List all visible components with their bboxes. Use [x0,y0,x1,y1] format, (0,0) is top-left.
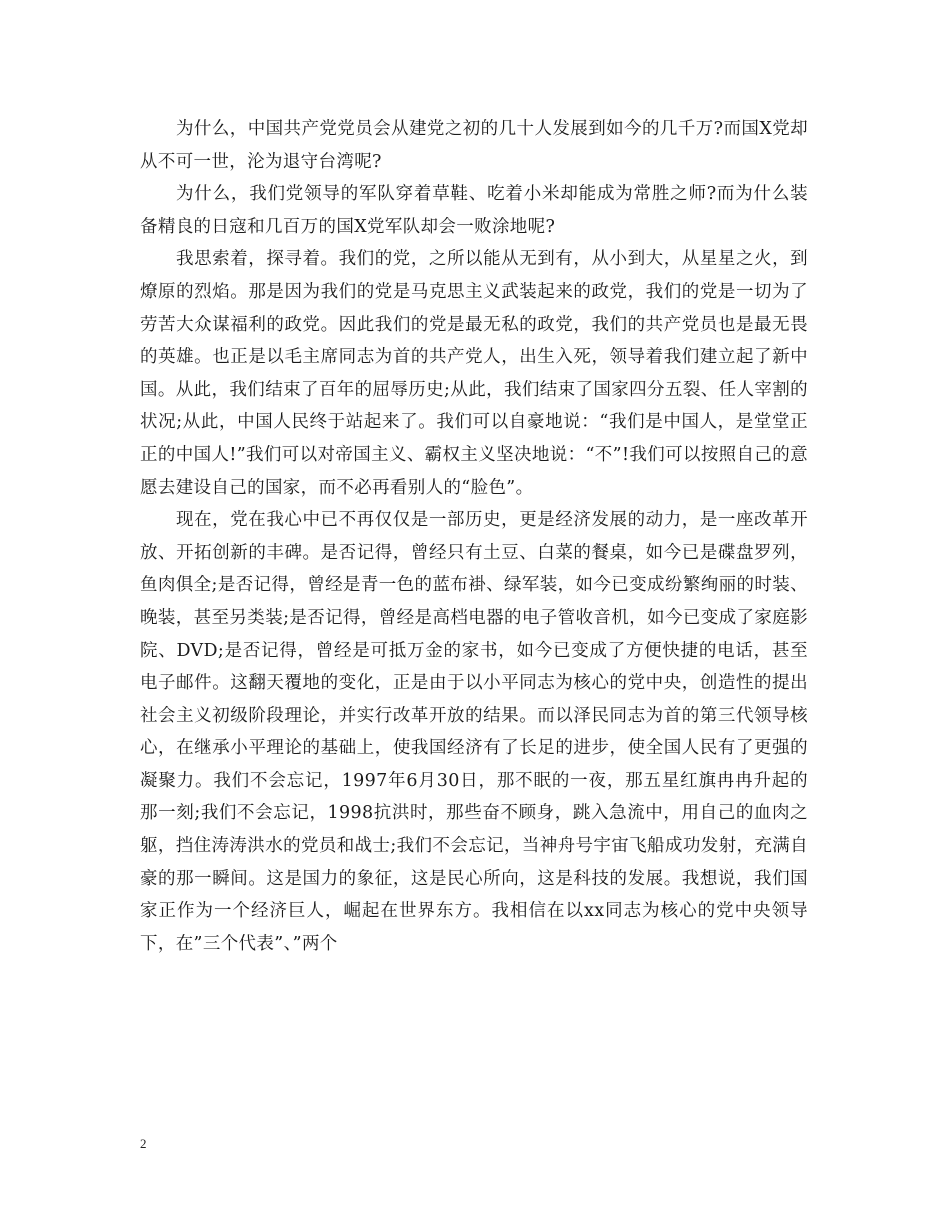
paragraph-2: 为什么，我们党领导的军队穿着草鞋、吃着小米却能成为常胜之师?而为什么装备精良的日寇和几百万的国X党军队却会一败涂地呢? [140,184,808,237]
paragraph-3: 我思索着，探寻着。我们的党，之所以能从无到有，从小到大，从星星之火，到燎原的烈焰。那是因为我们的党是马克思主义武装起来的政党，我们的党是一切为了劳苦大众谋福利的政党。因此我们的党是最无私的政党，我们的共产党员也是最无畏的英雄。也正是以毛主席同志为首的共产党人，出生入死，领导着我们建立起了新中国。从此，我们结束了百年的屈辱历史;从此，我们结束了国家四分五裂、任人宰割的状况;从此，中国人民终于站起来了。我们可以自豪地说：“我们是中国人，是堂堂正正的中国人!”我们可以对帝国主义、霸权主义坚决地说：“不”!我们可以按照自己的意愿去建设自己的国家，而不必再看别人的“脸色”。 [140,249,808,498]
document-body [140,113,808,960]
paragraph-4: 现在，党在我心中已不再仅仅是一部历史，更是经济发展的动力，是一座改革开放、开拓创新的丰碑。是否记得，曾经只有土豆、白菜的餐桌，如今已是碟盘罗列，鱼肉俱全;是否记得，曾经是青一色的蓝布褂、绿军装，如今已变成纷繁绚丽的时装、晚装，甚至另类装;是否记得，曾经是高档电器的电子管收音机，如今已变成了家庭影院、DVD;是否记得，曾经是可抵万金的家书，如今已变成了方便快捷的电话，甚至电子邮件。这翻天覆地的变化，正是由于以小平同志为核心的党中央，创造性的提出社会主义初级阶段理论，并实行改革开放的结果。而以泽民同志为首的第三代领导核心，在继承小平理论的基础上，使我国经济有了长足的进步，使全国人民有了更强的凝聚力。我们不会忘记，1997年6月30日，那不眠的一夜，那五星红旗冉冉升起的那一刻;我们不会忘记，1998抗洪时，那些奋不顾身，跳入急流中，用自己的血肉之躯，挡住涛涛洪水的党员和战士;我们不会忘记，当神舟号宇宙飞船成功发射，充满自豪的那一瞬间。这是国力的象征，这是民心所向，这是科技的发展。我想说，我们国家正作为一个经济巨人，崛起在世界东方。我相信在以xx同志为核心的党中央领导下，在”三个代表”、”两个 [140,510,808,954]
paragraph-1: 为什么，中国共产党党员会从建党之初的几十人发展到如今的几千万?而国X党却从不可一世，沦为退守台湾呢? [140,119,808,172]
page-number: 2 [140,1136,147,1151]
